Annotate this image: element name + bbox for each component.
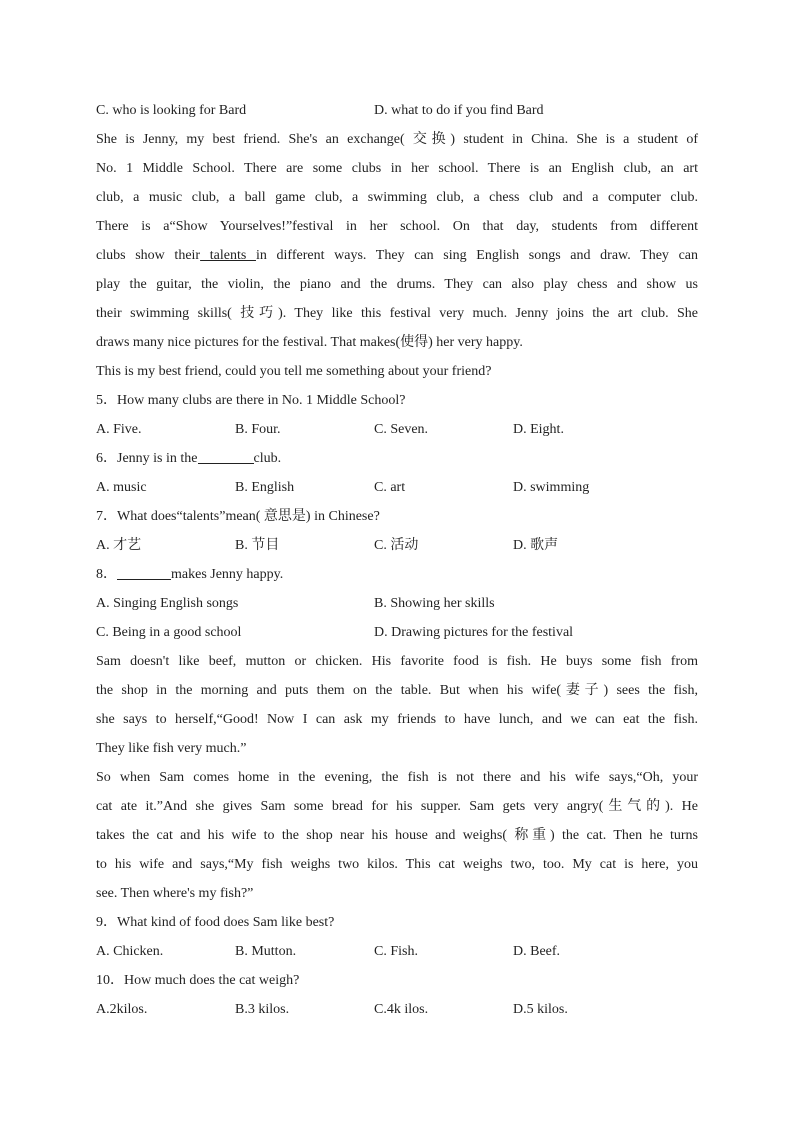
question-stem: 9．What kind of food does Sam like best? [96,915,335,930]
option-b: B. Mutton. [235,944,297,959]
option-c: C. 活动 [374,538,419,553]
option-a: A.2kilos. [96,1002,148,1017]
option-a: A. Chicken. [96,944,164,959]
option-c: C. Seven. [374,422,429,437]
passage-line: This is my best friend, could you tell me something about your friend? [96,364,492,379]
passage-line: the shop in the morning and puts them on the table. But when his wife(妻子) sees the fish, [96,683,698,698]
question-stem [96,560,698,589]
stem-text: makes Jenny happy. [171,567,284,582]
passage-line: play the guitar, the violin, the piano and the drums. They can also play chess and show us [96,277,698,292]
option-b: B. Four. [235,422,281,437]
option-a: A. music [96,480,147,495]
question-stem: 7．What does“talents”mean( 意思是) in Chinese? [96,509,380,524]
passage-jenny [96,125,698,386]
option-b: B. 节目 [235,538,280,553]
passage-line: So when Sam comes home in the evening, the fish is not there and his wife says,“Oh, your [96,770,698,785]
question-stem: 10．How much does the cat weigh? [96,973,300,988]
stem-text: club. [253,451,282,466]
passage-line: she says to herself,“Good! Now I can ask my friends to have lunch, and we can eat the fish. [96,712,698,727]
option-d: D.5 kilos. [513,1002,568,1017]
question-6 [96,444,698,502]
option-d: D. swimming [513,480,590,495]
passage-line: to his wife and says,“My fish weighs two kilos. This cat weighs two, too. My cat is here, you [96,857,698,872]
passage-line: their swimming skills( 技巧). They like this festival very much. Jenny joins the art club. She [96,306,698,321]
passage-line: There is a“Show Yourselves!”festival in her school. On that day, students from different [96,219,698,234]
option-b: B. Showing her skills [374,596,495,611]
question-options [96,415,698,444]
question-options [96,995,698,1024]
answer-blank [117,563,171,580]
question-8 [96,560,698,647]
question-stem [96,444,698,473]
passage-text: clubs show their [96,248,201,263]
underlined-word-talents: talents [200,248,256,263]
option-c: C. Fish. [374,944,418,959]
option-d: D. Eight. [513,422,564,437]
option-d: D. what to do if you find Bard [374,103,544,118]
prev-question-options [96,96,698,125]
passage-sam [96,647,698,908]
passage-text: in different ways. They can sing English songs and draw. They can [255,248,699,263]
option-b: B. English [235,480,295,495]
passage-line: draws many nice pictures for the festival. That makes(使得) her very happy. [96,335,523,350]
passage-line: No. 1 Middle School. There are some clubs in her school. There is an English club, an art [96,161,698,176]
passage-line: They like fish very much.” [96,741,247,756]
passage-line: see. Then where's my fish?” [96,886,254,901]
question-options [96,531,698,560]
question-stem: 5．How many clubs are there in No. 1 Middle School? [96,393,406,408]
option-a: A. Singing English songs [96,596,239,611]
question-options [96,473,698,502]
passage-line [96,241,698,270]
passage-line: cat ate it.”And she gives Sam some bread for his supper. Sam gets very angry(生气的). He [96,799,698,814]
option-c: C. art [374,480,406,495]
stem-text: 6．Jenny is in the [96,451,198,466]
option-c: C.4k ilos. [374,1002,429,1017]
passage-line: club, a music club, a ball game club, a swimming club, a chess club and a computer club. [96,190,698,205]
stem-text: 8． [96,567,117,582]
option-d: D. 歌声 [513,538,559,553]
question-9 [96,908,698,966]
passage-line: takes the cat and his wife to the shop near his house and weighs( 称重) the cat. Then he turns [96,828,698,843]
option-a: A. 才艺 [96,538,142,553]
question-7 [96,502,698,560]
option-c: C. who is looking for Bard [96,103,247,118]
question-options [96,937,698,966]
question-5 [96,386,698,444]
option-c: C. Being in a good school [96,625,242,640]
question-options [96,618,698,647]
passage-line: She is Jenny, my best friend. She's an exchange( 交换) student in China. She is a student of [96,132,698,147]
question-options [96,589,698,618]
question-10 [96,966,698,1024]
answer-blank [198,447,254,464]
option-b: B.3 kilos. [235,1002,290,1017]
passage-line: Sam doesn't like beef, mutton or chicken. His favorite food is fish. He buys some fish from [96,654,698,669]
option-d: D. Drawing pictures for the festival [374,625,574,640]
option-a: A. Five. [96,422,142,437]
option-d: D. Beef. [513,944,561,959]
